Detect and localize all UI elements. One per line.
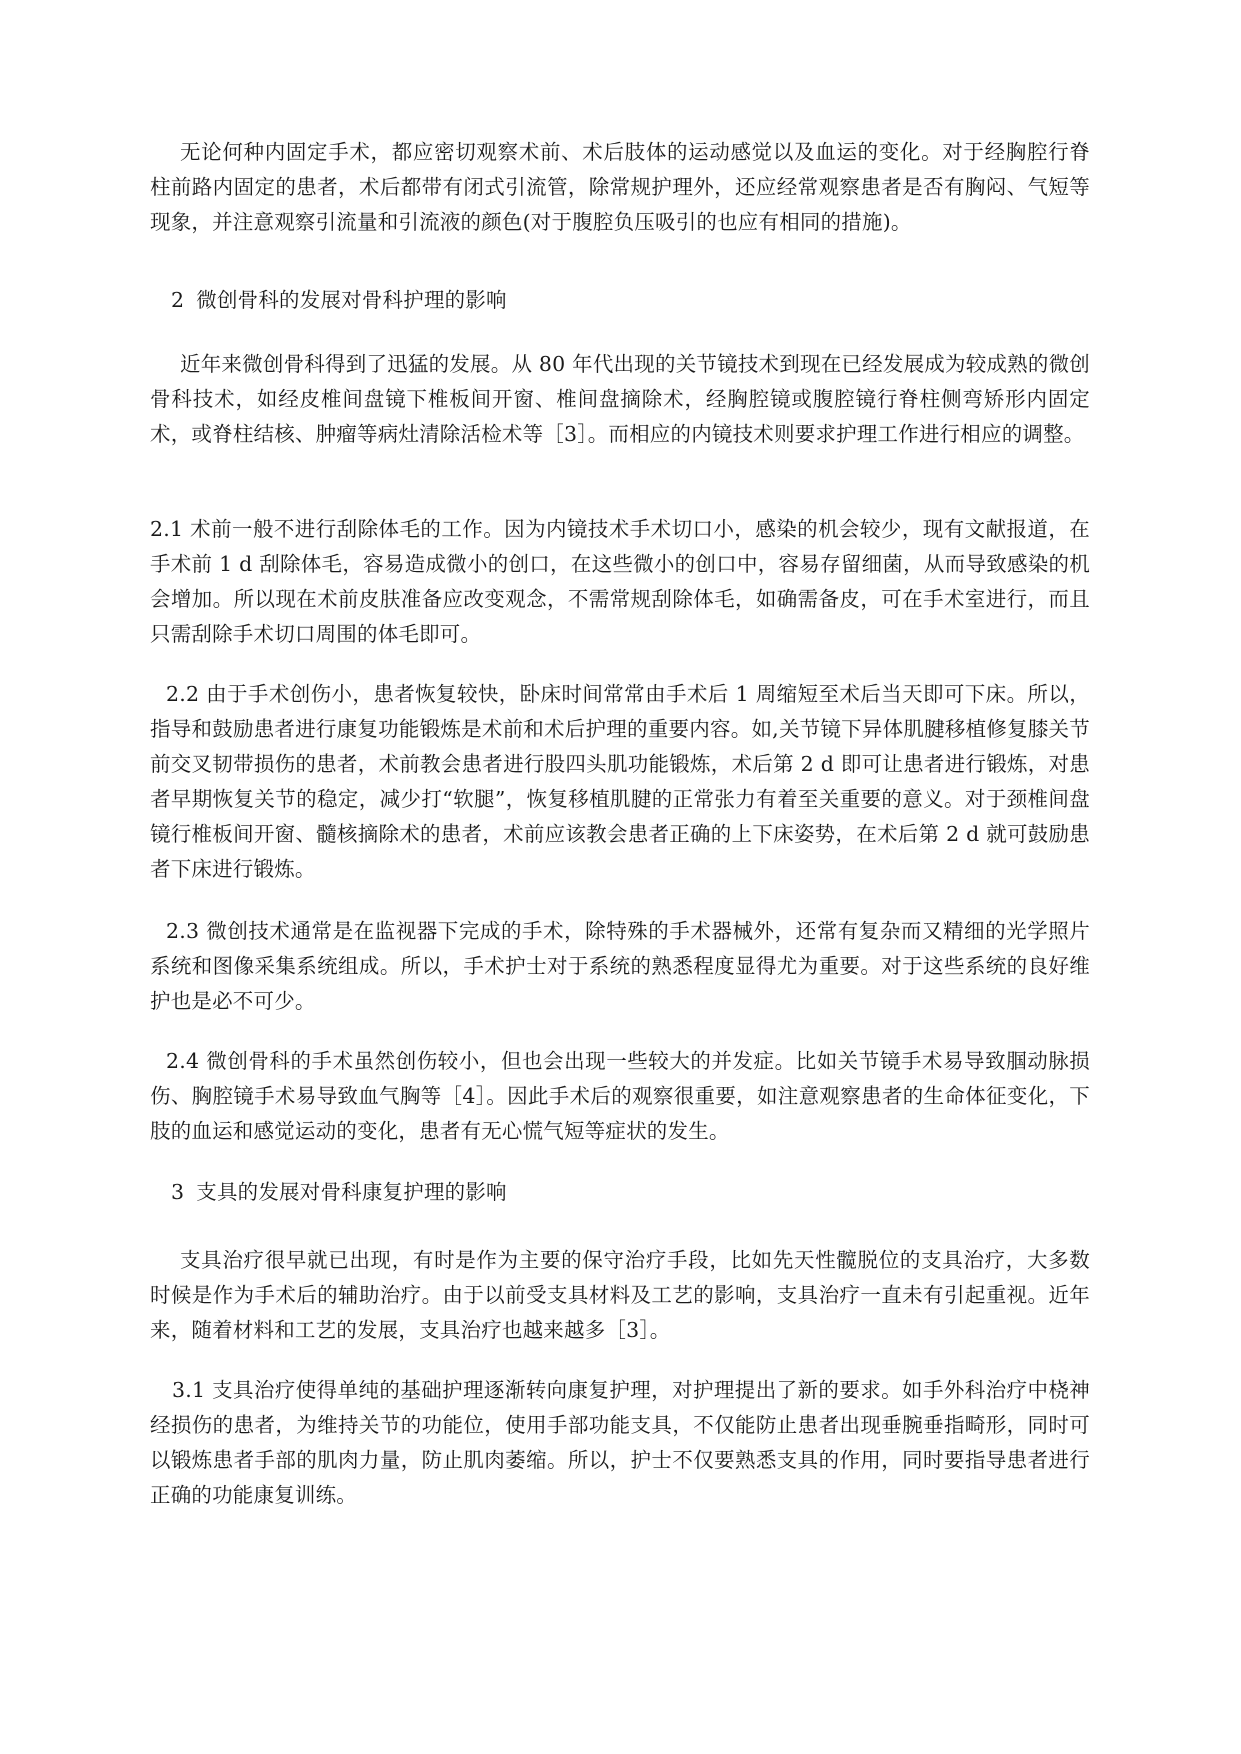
- paragraph-minimally-invasive-development: 近年来微创骨科得到了迅猛的发展。从 80 年代出现的关节镜技术到现在已经发展成为较成熟的微创骨科技术，如经皮椎间盘镜下椎板间开窗、椎间盘摘除术，经胸腔镜或腹腔镜行脊柱侧弯矫形内固定术，或脊柱结核、肿瘤等病灶清除活检术等［3］。而相应的内镜技术则要求护理工作进行相应的调整。: [150, 352, 1090, 446]
- section-number: 2: [171, 288, 185, 312]
- paragraph-2-3-monitor-systems: 2.3 微创技术通常是在监视器下完成的手术，除特殊的手术器械外，还常有复杂而又精细的光学照片系统和图像采集系统组成。所以，手术护士对于系统的熟悉程度显得尤为重要。对于这些系统的良好维护也是必不可少。: [150, 919, 1090, 1013]
- paragraph-2-1-hair-removal: 2.1 术前一般不进行刮除体毛的工作。因为内镜技术手术切口小，感染的机会较少，现有文献报道，在手术前 1 d 刮除体毛，容易造成微小的创口，在这些微小的创口中，容易存留细菌，从而导致感染的机会增加。所以现在术前皮肤准备应改变观念，不需常规刮除体毛，如确需备皮，可在手术室进行，而且只需刮除手术切口周围的体毛即可。: [150, 517, 1090, 646]
- section-heading-2: [171, 283, 507, 318]
- paragraph-3-1-rehabilitation-nursing: 3.1 支具治疗使得单纯的基础护理逐渐转向康复护理，对护理提出了新的要求。如手外科治疗中桡神经损伤的患者，为维持关节的功能位，使用手部功能支具，不仅能防止患者出现垂腕垂指畸形，同时可以锻炼患者手部的肌肉力量，防止肌肉萎缩。所以，护士不仅要熟悉支具的作用，同时要指导患者进行正确的功能康复训练。: [150, 1378, 1090, 1507]
- paragraph-2-4-complications: 2.4 微创骨科的手术虽然创伤较小，但也会出现一些较大的并发症。比如关节镜手术易导致腘动脉损伤、胸腔镜手术易导致血气胸等［4］。因此手术后的观察很重要，如注意观察患者的生命体征变化，下肢的血运和感觉运动的变化，患者有无心慌气短等症状的发生。: [150, 1049, 1090, 1143]
- section-title: 支具的发展对骨科康复护理的影响: [196, 1180, 507, 1204]
- section-title: 微创骨科的发展对骨科护理的影响: [196, 288, 507, 312]
- paragraph-internal-fixation-observation: 无论何种内固定手术，都应密切观察术前、术后肢体的运动感觉以及血运的变化。对于经胸腔行脊柱前路内固定的患者，术后都带有闭式引流管，除常规护理外，还应经常观察患者是否有胸闷、气短等现象，并注意观察引流量和引流液的颜色(对于腹腔负压吸引的也应有相同的措施)。: [150, 140, 1090, 234]
- paragraph-2-2-rehabilitation: 2.2 由于手术创伤小，患者恢复较快，卧床时间常常由手术后 1 周缩短至术后当天即可下床。所以，指导和鼓励患者进行康复功能锻炼是术前和术后护理的重要内容。如,关节镜下异体肌腱移植修复膝关节前交叉韧带损伤的患者，术前教会患者进行股四头肌功能锻炼，术后第 2 d 即可让患者进行锻炼，对患者早期恢复关节的稳定，减少打“软腿”，恢复移植肌腱的正常张力有着至关重要的意义。对于颈椎间盘镜行椎板间开窗、髓核摘除术的患者，术前应该教会患者正确的上下床姿势，在术后第 2 d 就可鼓励患者下床进行锻炼。: [150, 682, 1090, 881]
- section-number: 3: [171, 1180, 185, 1204]
- section-heading-3: [171, 1175, 507, 1210]
- paragraph-brace-treatment: 支具治疗很早就已出现，有时是作为主要的保守治疗手段，比如先天性髋脱位的支具治疗，大多数时候是作为手术后的辅助治疗。由于以前受支具材料及工艺的影响，支具治疗一直未有引起重视。近年来，随着材料和工艺的发展，支具治疗也越来越多［3］。: [150, 1248, 1090, 1342]
